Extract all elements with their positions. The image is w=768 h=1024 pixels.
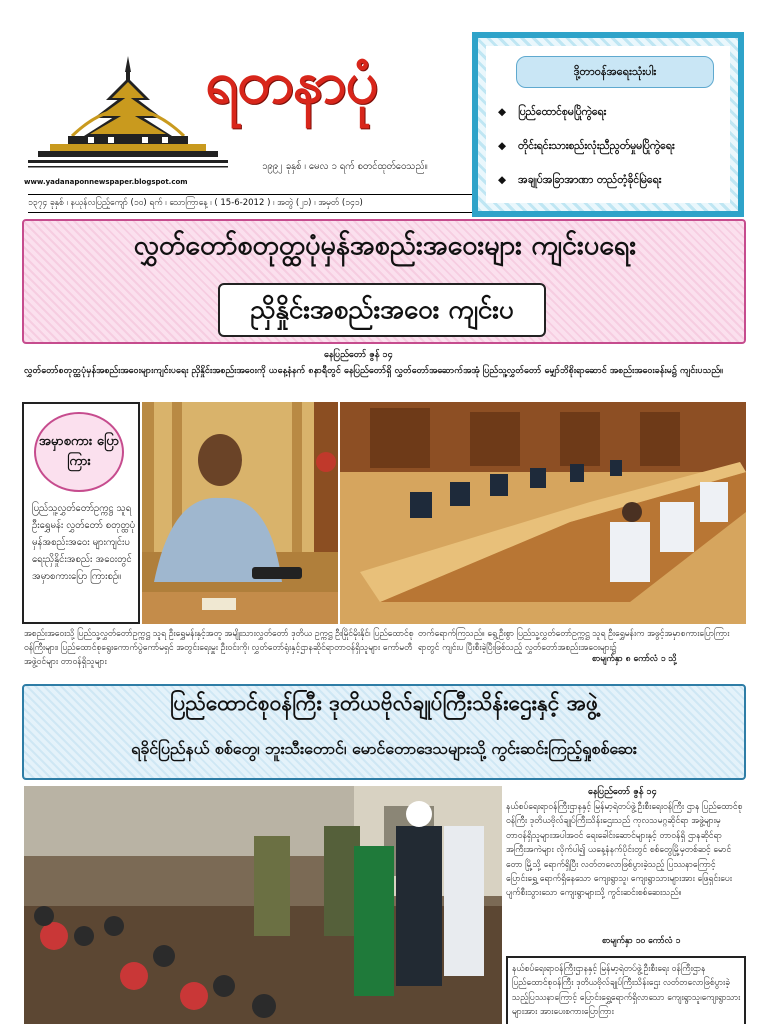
newspaper-title: ရတနာပုံ (205, 48, 378, 116)
article1-dateline: နေပြည်တော် ဇွန် ၁၄ (324, 350, 393, 360)
article1-continued[interactable]: စာမျက်နှာ ၈ ကော်လံ ၁ သို့ (592, 654, 677, 664)
article2-text: နယ်စပ်ရေးရာဝန်ကြီးဌာနနှင့် မြန်မာ့ရဲတပ်ဖွဲ့ဦးစီးရေးဝန်ကြီး ဌာန ပြည်ထောင်စုဝန်ကြီး ဒုတိယဗိုလ်ချုပ်ကြီးသိန်းဌေးသည် ကုလသမဂ္ဂဆိုင်ရာ အဖွဲ့များမှ တာဝန်ရှိသူများအပါအဝင် ရေးခေါင်းဆောင်များနှင့် တာဝန်ရှိ ဌာနဆိုင်ရာအကြီးအကဲများ လိုက်ပါ၍ ယနေ့နံနက်ပိုင်းတွင် စစ်တွေမြို့မှတစ်ဆင့် မောင်တော မြို့သို့ ရောက်ရှိပြီး လတ်တလောဖြစ်ပွားခဲ့သည့် ပြဿနာကြောင့် ပြောင်းရွှေ့ ရောက်ရှိနေသော ကျေးရွာသူ၊ ကျေးရွာသားများအား ဖြေရှင်းပေး ပျက်စီးသွားသော ကျေးရွာများသို့ ကွင်းဆင်းစစ်ဆေးသည်။ (506, 802, 743, 899)
slogan-item: ◆ ပြည်ထောင်စုမပြိုကွဲရေး (498, 106, 607, 118)
article2-continued[interactable]: စာမျက်နှာ ၁၀ ကော်လံ ၁ (602, 936, 681, 946)
diamond-bullet-icon: ◆ (498, 106, 507, 118)
slogan-box (472, 32, 744, 217)
diamond-bullet-icon: ◆ (498, 140, 507, 152)
headline2-line1: ပြည်ထောင်စုဝန်ကြီး ဒုတိယဗိုလ်ချုပ်ကြီးသိန်းဌေးနှင့် အဖွဲ့ (170, 691, 598, 715)
sidebar-text: ပြည်သူ့လွှတ်တော်ဥက္ကဋ္ဌ သူရ ဦးရွှေမန်း လွှတ်တော် စတုတ္ထပုံမှန်အစည်းအဝေး များကျင်းပရေးညှိနှိုင်းအစည်း အဝေးတွင် အမှာစကားပြော ကြားစဉ်။ (32, 503, 136, 582)
headline1-main: လွှတ်တော်စတုတ္ထပုံမှန်အစည်းအဝေးများ ကျင်းပရေး (133, 230, 637, 261)
headline2-line2: ရခိုင်ပြည်နယ် စစ်တွေ၊ ဘူးသီးတောင်၊ မောင်တောဒေသများသို့ ကွင်းဆင်းကြည့်ရှုစစ်ဆေး (131, 739, 637, 758)
slogan-heading: ဒို့တာဝန်အရေးသုံးပါး (516, 56, 714, 88)
speaker-photo (142, 402, 338, 624)
issue-dateline: ၁၃၇၄ ခုနှစ် ၊ နယုန်လပြည့်ကျော် (၁၀) ရက် ၊ သောကြာနေ့ ၊ ( 15-6-2012 ) ၊ အတွဲ (၂၁) ၊ အမှတ် (၁၄၁) (28, 194, 473, 213)
meeting-hall-photo (340, 402, 746, 624)
village-visit-photo (24, 786, 502, 1024)
photo-caption-right: တက်ရောက်ကြသည်။ ရွေ့ဦးစွာ ပြည်သူ့လွှတ်တော်ဥက္ကဋ္ဌ သူရ ဦးရွှေမန်းက အဖွင့်အမှာစကားပြောကြားရာတွင် ကျင်းပ ပြီးစီးခဲ့ပြီးဖြစ်သည့် လွှတ်တော်အစည်းအဝေးများ၌ (418, 629, 730, 653)
article2-dateline: နေပြည်တော် ဇွန် ၁၄ (588, 787, 657, 797)
headline1-sub: ညှိနှိုင်းအစည်းအဝေး ကျင်းပ (218, 283, 546, 337)
article1-lead: လွှတ်တော်စတုတ္ထပုံမှန်အစည်းအဝေးများကျင်းပရေး ညှိနှိုင်းအစည်းအဝေးကို ယနေ့နံနက် ၈နာရီတွင် နေပြည်တော်ရှိ လွှတ်တော်အဆောက်အအုံ ပြည်သူ့လွှတ်တော် မျှော်ဘိစိုးရာဆောင် အစည်းအဝေးခန်းမ၌ ကျင်းပသည်။ (24, 366, 723, 376)
founding-date: ၁၉၉၂ ခုနှစ် ၊ မေလ ၁ ရက် စတင်ထုတ်ဝေသည်။ (262, 161, 428, 172)
site-url[interactable]: www.yadanaponnewspaper.blogspot.com (24, 178, 188, 186)
sidebar-heading: အမှာစကား ပြောကြား (34, 412, 124, 492)
diamond-bullet-icon: ◆ (498, 174, 507, 186)
slogan-item: ◆ တိုင်းရင်းသားစည်းလုံးညီညွတ်မှုမပြိုကွဲရေး (498, 140, 675, 152)
slogan-item: ◆ အချုပ်အခြာအာဏာ တည်တံ့ခိုင်မြဲရေး (498, 174, 662, 186)
article3-text: နယ်စပ်ရေးရာဝန်ကြီးဌာနနှင့် မြန်မာ့ရဲတပ်ဖွဲ့ဦးစီးရေး ဝန်ကြီးဌာန ပြည်ထောင်စုဝန်ကြီး ဒုတိယဗိုလ်ချုပ်ကြီးသိန်းဌေး လတ်တလောဖြစ်ပွားခဲ့သည့်ပြဿနာကြောင့် ပြောင်းရွှေ့ရောက်ရှိလာသော ကျေးရွာသူ၊ကျေးရွာသားများအား အားပေးစကားပြောကြား (512, 964, 741, 1018)
palace-emblem-logo (28, 52, 228, 177)
photo-caption-left: အစည်းအဝေးသို့ ပြည်သူ့လွှတ်တော်ဥက္ကဋ္ဌ သူရ ဦးရွှေမန်းနှင့်အတူ အမျိုးသားလွှတ်တော် ဒုတိယ ဥက္ကဋ္ဌ ဦးမြိုင်မိုးနိုင်၊ ပြည်ထောင်စုဝန်ကြီးများ၊ ပြည်ထောင်စုရွေးကောက်ပွဲကော်မရှင် အတွင်းရေးမှူး ဦးဝင်းကို၊ လွှတ်တော်ရုံးနှင့်ဌာနဆိုင်ရာတာဝန်ရှိသူများ ကော်မတီအဖွဲ့ဝင်များ တာဝန်ရှိသူများ (24, 629, 414, 667)
